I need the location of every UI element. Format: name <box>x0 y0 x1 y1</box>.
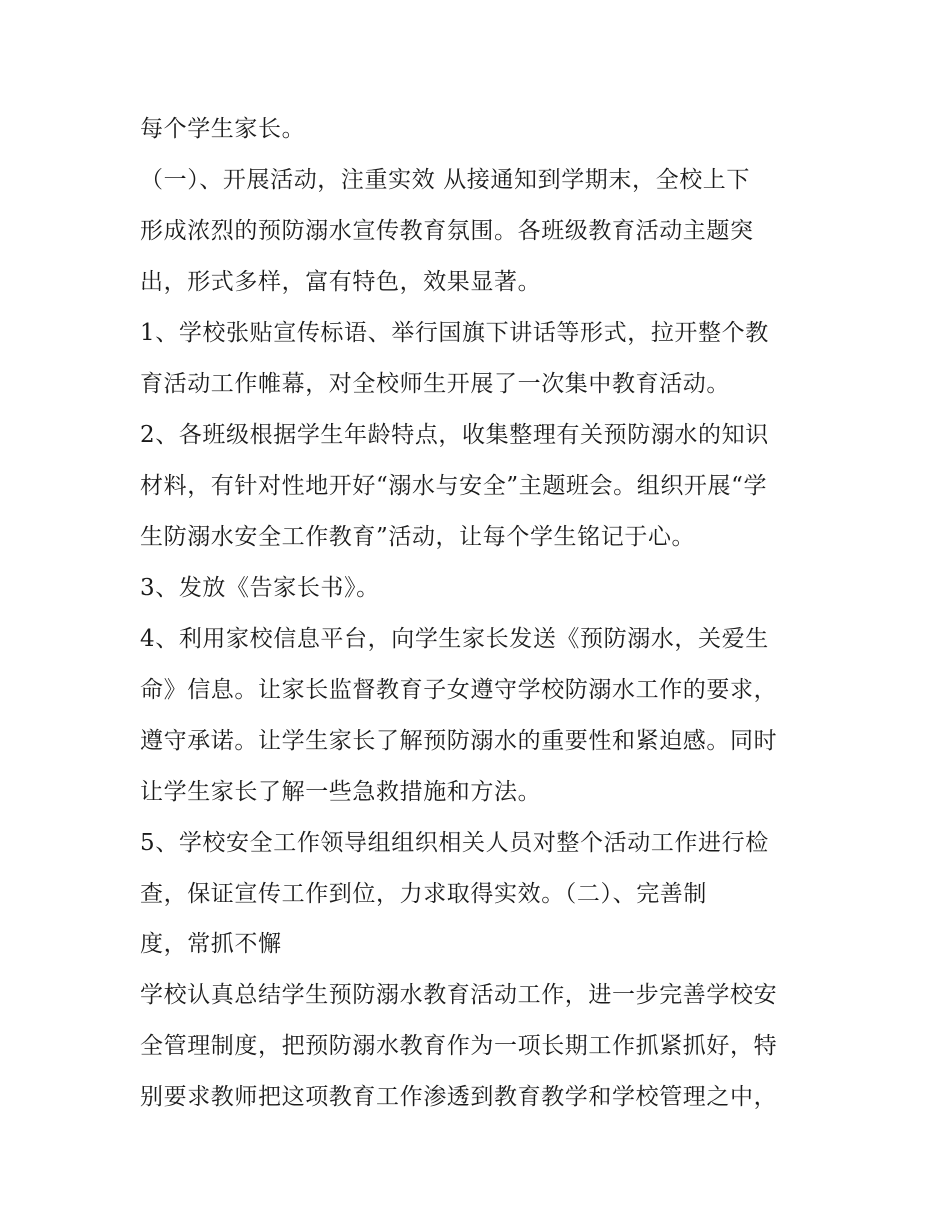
text-line: 学校认真总结学生预防溺水教育活动工作，进一步完善学校安 <box>140 982 778 1008</box>
text-line: 4、利用家校信息平台，向学生家长发送《预防溺水，关爱生 <box>140 626 769 652</box>
text-line: 材料，有针对性地开好“溺水与安全”主题班会。组织开展“学 <box>140 473 768 499</box>
text-line: 形成浓烈的预防溺水宣传教育氛围。各班级教育活动主题突 <box>140 218 754 244</box>
text-line: 育活动工作帷幕，对全校师生开展了一次集中教育活动。 <box>140 371 730 397</box>
text-line: 生防溺水安全工作教育”活动，让每个学生铭记于心。 <box>140 524 696 550</box>
text-line: 全管理制度，把预防溺水教育作为一项长期工作抓紧抓好，特 <box>140 1033 778 1059</box>
text-line: 度，常抓不懈 <box>140 931 282 957</box>
text-line: 2、各班级根据学生年龄特点，收集整理有关预防溺水的知识 <box>140 422 769 448</box>
text-line: 命》信息。让家长监督教育子女遵守学校防溺水工作的要求， <box>140 677 778 703</box>
text-line: 查，保证宣传工作到位，力求取得实效。（二）、完善制 <box>140 881 707 907</box>
text-line: 让学生家长了解一些急救措施和方法。 <box>140 779 542 805</box>
text-line: 1、学校张贴宣传标语、举行国旗下讲话等形式，拉开整个教 <box>140 320 769 346</box>
text-line: 别要求教师把这项教育工作渗透到教育教学和学校管理之中， <box>140 1084 778 1110</box>
text-line: 5、学校安全工作领导组组织相关人员对整个活动工作进行检 <box>140 830 769 856</box>
text-line: 每个学生家长。 <box>140 116 306 142</box>
text-line: 3、发放《告家长书》。 <box>140 575 380 601</box>
text-line: （一）、开展活动，注重实效 从接通知到学期末，全校上下 <box>140 167 751 193</box>
text-line: 出，形式多样，富有特色，效果显著。 <box>140 269 542 295</box>
text-line: 遵守承诺。让学生家长了解预防溺水的重要性和紧迫感。同时 <box>140 728 778 754</box>
